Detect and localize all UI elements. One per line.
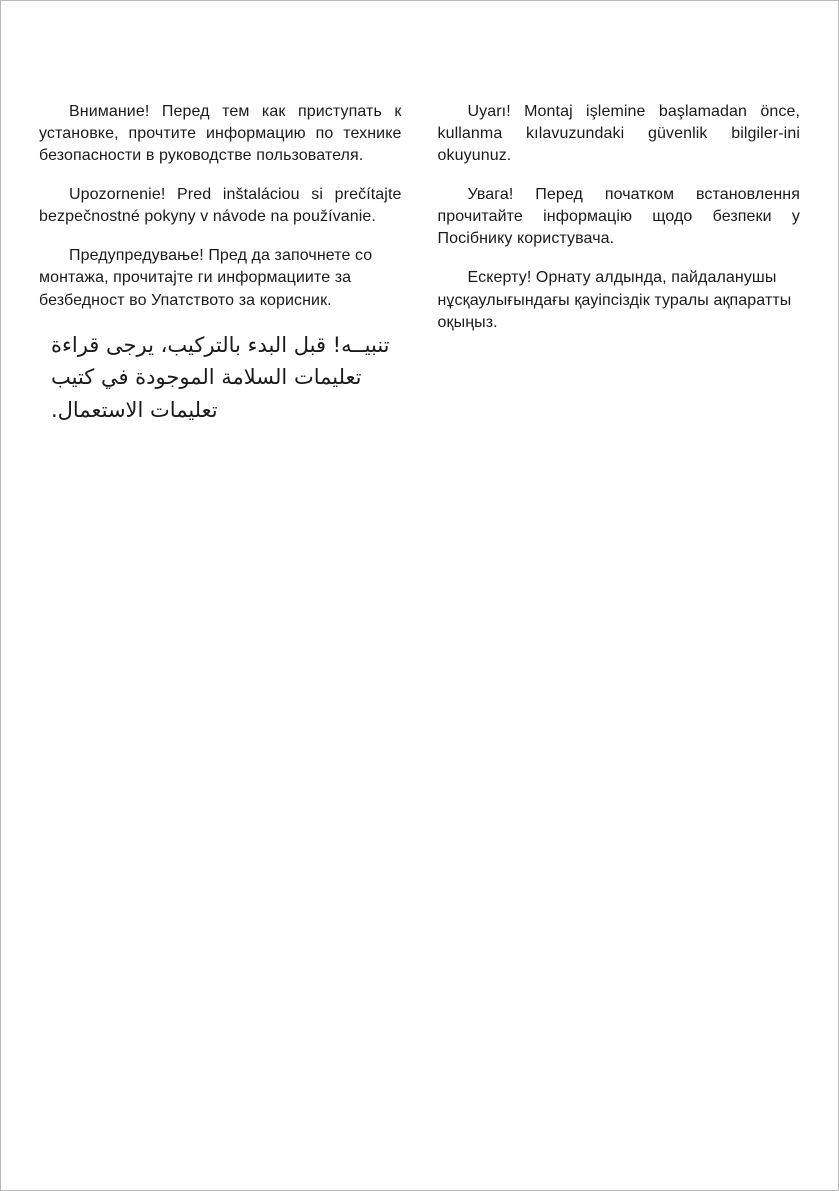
warning-paragraph-macedonian: Предупредување! Пред да започнете со монтажа, прочитајте ги информациите за безбедност во Упатството за корисник. (39, 247, 373, 309)
warning-paragraph-arabic: تنبيــه! قبل البدء بالتركيب، يرجى قراءة تعليمات السلامة الموجودة في كتيب تعليمات الاستعمال. (51, 332, 390, 422)
warning-paragraph-turkish: Uyarı! Montaj işlemine başlamadan önce, kullanma kılavuzundaki güvenlik bilgiler-ini okuyunuz. (437, 103, 800, 165)
right-column (438, 101, 801, 443)
warning-paragraph-ukrainian: Увага! Перед початком встановлення прочитайте інформацію щодо безпеки у Посібнику користувача. (437, 186, 800, 248)
left-column (39, 101, 402, 443)
warning-paragraph-kazakh: Ескерту! Орнату алдында, пайдаланушы нұсқаулығындағы қауіпсіздік туралы ақпаратты оқыңыз. (437, 269, 792, 331)
warning-paragraph-slovak: Upozornenie! Pred inštaláciou si prečítajte bezpečnostné pokyny v návode na používanie. (39, 186, 402, 226)
warning-paragraph-russian: Внимание! Перед тем как приступать к установке, прочтите информацию по технике безопасности в руководстве пользователя. (39, 103, 402, 165)
warning-columns (39, 101, 800, 443)
